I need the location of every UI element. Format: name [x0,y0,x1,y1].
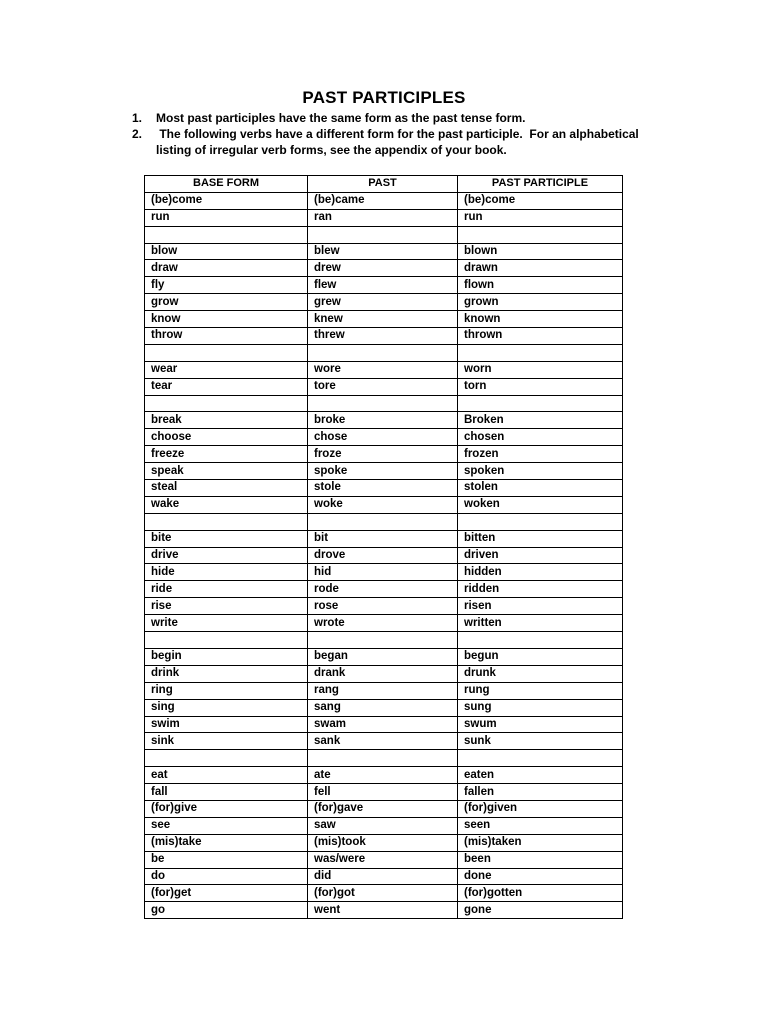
past-cell: (for)got [308,885,458,902]
base-form-cell: eat [145,767,308,784]
table-row [145,378,623,395]
table-row [145,733,623,750]
base-form-cell: fall [145,784,308,801]
base-form-cell [145,513,308,530]
base-form-cell: fly [145,277,308,294]
note-number: 1. [132,111,143,125]
base-form-cell [145,226,308,243]
base-form-cell: swim [145,716,308,733]
past-participle-cell [458,226,623,243]
base-form-cell: break [145,412,308,429]
past-participle-cell: fallen [458,784,623,801]
past-cell: went [308,902,458,919]
table-row [145,784,623,801]
table-row [145,648,623,665]
past-participle-cell: ridden [458,581,623,598]
past-participle-cell: written [458,615,623,632]
table-row [145,902,623,919]
past-cell [308,395,458,412]
past-participle-cell: Broken [458,412,623,429]
column-header-base-form: BASE FORM [145,176,308,193]
table-row [145,496,623,513]
past-participle-cell: swum [458,716,623,733]
past-cell: wrote [308,615,458,632]
past-participle-cell: known [458,311,623,328]
note-item [132,126,672,158]
base-form-cell: speak [145,463,308,480]
table-row [145,530,623,547]
table-row [145,446,623,463]
past-cell [308,750,458,767]
base-form-cell: see [145,817,308,834]
base-form-cell: be [145,851,308,868]
table-row [145,598,623,615]
table-row [145,699,623,716]
past-cell: swam [308,716,458,733]
past-participle-cell: stolen [458,480,623,497]
past-participle-cell: (for)given [458,800,623,817]
base-form-cell: ring [145,682,308,699]
past-cell: knew [308,311,458,328]
past-participle-cell: torn [458,378,623,395]
note-item [132,110,672,126]
past-participle-cell [458,513,623,530]
past-participle-cell: chosen [458,429,623,446]
base-form-cell: drink [145,665,308,682]
base-form-cell: sink [145,733,308,750]
table-row [145,682,623,699]
past-participle-cell: thrown [458,328,623,345]
base-form-cell: do [145,868,308,885]
base-form-cell: grow [145,294,308,311]
base-form-cell: write [145,615,308,632]
past-cell: stole [308,480,458,497]
past-cell: rode [308,581,458,598]
past-cell: saw [308,817,458,834]
page-title: PAST PARTICIPLES [302,88,466,107]
base-form-cell: (for)give [145,800,308,817]
note-number: 2. [132,127,143,141]
table-row [145,192,623,209]
table-row [145,260,623,277]
base-form-cell [145,344,308,361]
past-participle-cell: rung [458,682,623,699]
table-row [145,243,623,260]
past-participle-cell: run [458,209,623,226]
base-form-cell: steal [145,480,308,497]
past-participle-cell: been [458,851,623,868]
base-form-cell: (be)come [145,192,308,209]
past-cell: ate [308,767,458,784]
table-row [145,615,623,632]
past-participle-cell [458,344,623,361]
base-form-cell: freeze [145,446,308,463]
base-form-cell: drive [145,547,308,564]
base-form-cell: choose [145,429,308,446]
past-cell: spoke [308,463,458,480]
past-participle-cell: spoken [458,463,623,480]
table-row [145,480,623,497]
table-row [145,581,623,598]
table-row [145,361,623,378]
table-row [145,547,623,564]
past-participle-cell: bitten [458,530,623,547]
table-row [145,328,623,345]
past-cell [308,344,458,361]
note-text: Most past participles have the same form as the past tense form. [156,111,526,125]
note-text: The following verbs have a different form for the past participle. For an alphabetical listing of irregular verb forms, see the appendix of your book. [156,127,643,157]
past-cell: did [308,868,458,885]
past-cell [308,632,458,649]
past-participle-cell: begun [458,648,623,665]
past-cell: ran [308,209,458,226]
past-cell: broke [308,412,458,429]
table-row [145,209,623,226]
base-form-cell: know [145,311,308,328]
past-cell: bit [308,530,458,547]
past-cell: sank [308,733,458,750]
past-cell: began [308,648,458,665]
past-cell: drove [308,547,458,564]
past-participle-cell: eaten [458,767,623,784]
past-participle-cell: gone [458,902,623,919]
past-participle-cell [458,632,623,649]
past-participle-cell: drunk [458,665,623,682]
past-cell: rang [308,682,458,699]
verb-table [144,175,623,919]
table-row [145,767,623,784]
base-form-cell: ride [145,581,308,598]
table-row [145,851,623,868]
base-form-cell: run [145,209,308,226]
base-form-cell: rise [145,598,308,615]
past-participle-cell: woken [458,496,623,513]
base-form-cell: begin [145,648,308,665]
base-form-cell: throw [145,328,308,345]
table-row [145,817,623,834]
base-form-cell: go [145,902,308,919]
base-form-cell: hide [145,564,308,581]
table-row [145,564,623,581]
past-cell: hid [308,564,458,581]
table-row [145,463,623,480]
table-spacer-row [145,632,623,649]
table-spacer-row [145,226,623,243]
past-cell: wore [308,361,458,378]
base-form-cell: draw [145,260,308,277]
past-cell: drank [308,665,458,682]
past-participle-cell: frozen [458,446,623,463]
table-row [145,834,623,851]
past-cell [308,226,458,243]
table-row [145,294,623,311]
base-form-cell: sing [145,699,308,716]
column-header-past: PAST [308,176,458,193]
past-cell: grew [308,294,458,311]
past-cell [308,513,458,530]
past-cell: fell [308,784,458,801]
past-cell: (be)came [308,192,458,209]
table-spacer-row [145,344,623,361]
past-cell: (for)gave [308,800,458,817]
past-participle-cell: flown [458,277,623,294]
base-form-cell: (for)get [145,885,308,902]
past-participle-cell: seen [458,817,623,834]
table-row [145,429,623,446]
past-cell: drew [308,260,458,277]
past-participle-cell: risen [458,598,623,615]
base-form-cell [145,632,308,649]
base-form-cell [145,395,308,412]
past-cell: froze [308,446,458,463]
base-form-cell: bite [145,530,308,547]
table-spacer-row [145,513,623,530]
past-cell: was/were [308,851,458,868]
past-participle-cell [458,750,623,767]
notes-list [132,110,672,158]
base-form-cell: wear [145,361,308,378]
table-row [145,716,623,733]
past-participle-cell: drawn [458,260,623,277]
past-participle-cell: (mis)taken [458,834,623,851]
past-cell: rose [308,598,458,615]
table-spacer-row [145,750,623,767]
past-participle-cell: done [458,868,623,885]
table-row [145,800,623,817]
table-row [145,412,623,429]
past-cell: tore [308,378,458,395]
table-row [145,311,623,328]
past-cell: woke [308,496,458,513]
base-form-cell: tear [145,378,308,395]
past-participle-cell: grown [458,294,623,311]
past-participle-cell: (for)gotten [458,885,623,902]
past-cell: chose [308,429,458,446]
past-participle-cell: sunk [458,733,623,750]
past-cell: sang [308,699,458,716]
past-cell: blew [308,243,458,260]
table-row [145,277,623,294]
table-row [145,868,623,885]
past-participle-cell: worn [458,361,623,378]
past-cell: flew [308,277,458,294]
past-participle-cell: (be)come [458,192,623,209]
past-cell: (mis)took [308,834,458,851]
base-form-cell: (mis)take [145,834,308,851]
table-spacer-row [145,395,623,412]
table-row [145,665,623,682]
past-participle-cell: blown [458,243,623,260]
column-header-past-participle: PAST PARTICIPLE [458,176,623,193]
table-row [145,885,623,902]
base-form-cell: blow [145,243,308,260]
base-form-cell [145,750,308,767]
table-header-row [145,176,623,193]
past-cell: threw [308,328,458,345]
past-participle-cell: driven [458,547,623,564]
base-form-cell: wake [145,496,308,513]
past-participle-cell: hidden [458,564,623,581]
verb-table-body [145,192,623,918]
past-participle-cell: sung [458,699,623,716]
past-participle-cell [458,395,623,412]
